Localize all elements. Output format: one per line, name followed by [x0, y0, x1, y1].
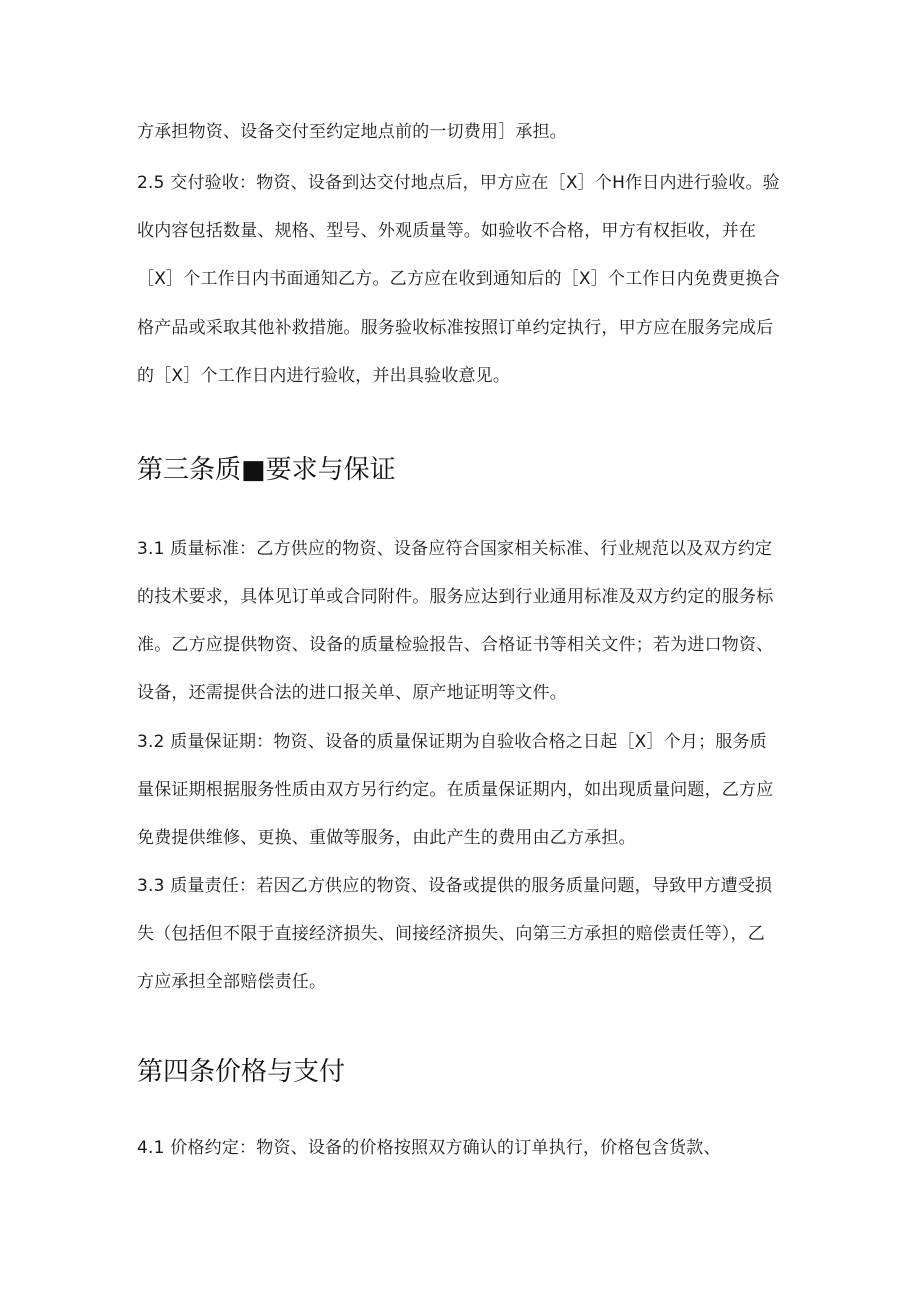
paragraph-line: 方承担物资、设备交付至约定地点前的一切费用］承担。	[137, 122, 567, 142]
paragraph-line: 4.1 价格约定：物资、设备的价格按照双方确认的订单执行，价格包含货款、	[137, 1138, 721, 1158]
section-heading-4: 第四条价格与支付	[137, 1057, 346, 1087]
paragraph-line: 3.1 质量标准：乙方供应的物资、设备应符合国家相关标准、行业规范以及双方约定	[137, 539, 773, 559]
paragraph-line: 的［X］个工作日内进行验收，并出具验收意见。	[137, 366, 511, 386]
paragraph-line: 失（包括但不限于直接经济损失、间接经济损失、向第三方承担的赔偿责任等），乙	[137, 924, 765, 944]
paragraph-line: 收内容包括数量、规格、型号、外观质量等。如验收不合格，甲方有权拒收，并在	[137, 221, 757, 241]
paragraph-line: 3.3 质量责任：若因乙方供应的物资、设备或提供的服务质量问题，导致甲方遭受损	[137, 876, 773, 896]
paragraph-line: 的技术要求，具体见订单或合同附件。服务应达到行业通用标准及双方约定的服务标	[137, 587, 774, 607]
paragraph-line: ［X］个工作日内书面通知乙方。乙方应在收到通知后的［X］个工作日内免费更换合	[137, 269, 780, 289]
paragraph-line: 方应承担全部赔偿责任。	[137, 972, 327, 992]
paragraph-line: 量保证期根据服务性质由双方另行约定。在质量保证期内，如出现质量问题，乙方应	[137, 780, 774, 800]
section-heading-3: 第三条质■要求与保证	[137, 455, 396, 485]
paragraph-line: 格产品或采取其他补救措施。服务验收标准按照订单约定执行，甲方应在服务完成后	[137, 318, 774, 338]
paragraph-line: 免费提供维修、更换、重做等服务，由此产生的费用由乙方承担。	[137, 828, 636, 848]
paragraph-line: 3.2 质量保证期：物资、设备的质量保证期为自验收合格之日起［X］个月；服务质	[137, 732, 767, 752]
paragraph-line: 设备，还需提供合法的进口报关单、原产地证明等文件。	[137, 683, 567, 703]
paragraph-line: 2.5 交付验收：物资、设备到达交付地点后，甲方应在［X］个H作日内进行验收。验	[137, 173, 780, 193]
paragraph-line: 准。乙方应提供物资、设备的质量检验报告、合格证书等相关文件；若为进口物资、	[137, 635, 774, 655]
